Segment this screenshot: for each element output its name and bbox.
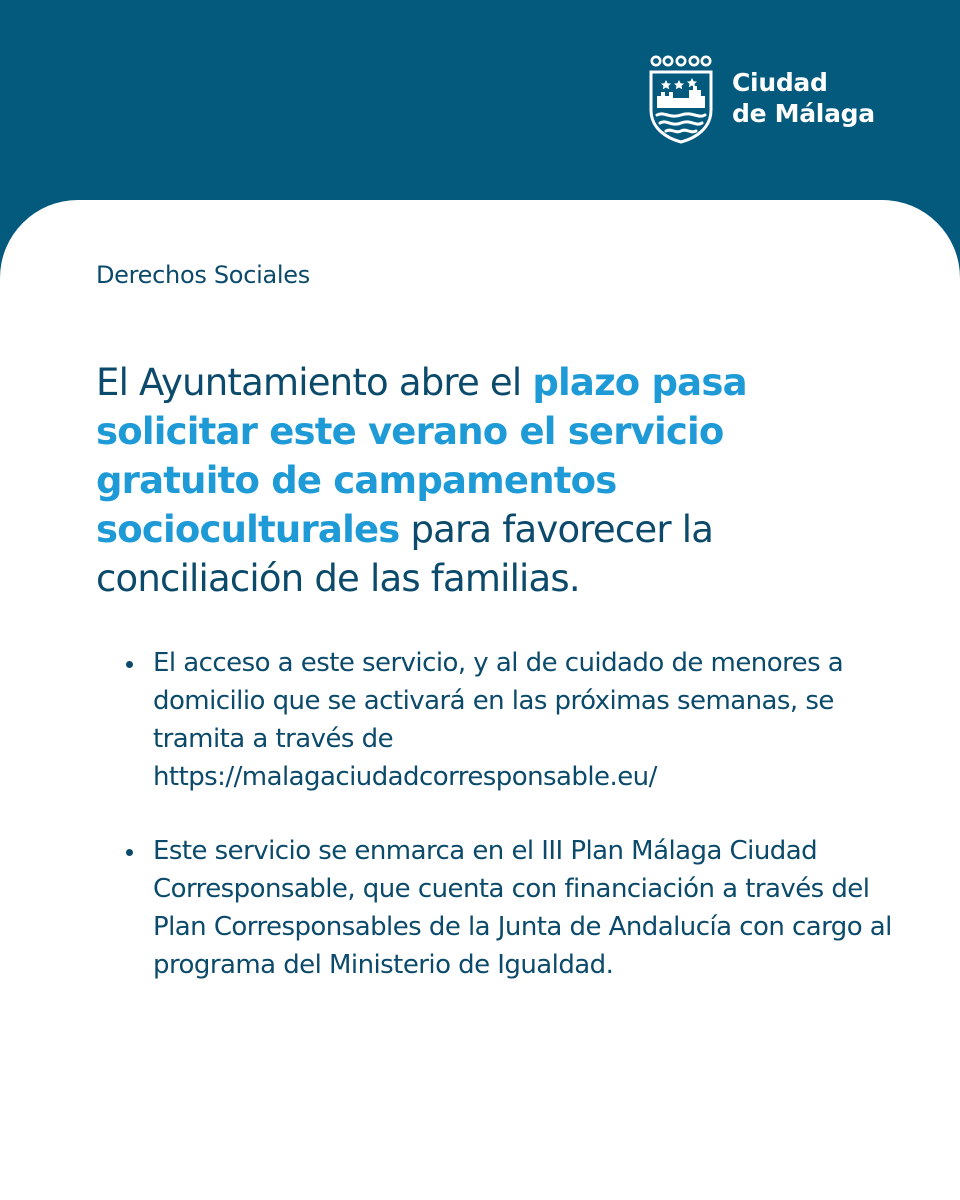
brand-name [732, 67, 875, 129]
brand-name-line1: Ciudad [732, 68, 828, 97]
bullet-text: El acceso a este servicio, y al de cuidado de menores a domicilio que se activará en las próximas semanas, se tramita a través de https://malagaciudadcorresponsable.eu/ [153, 648, 844, 792]
content-card [0, 200, 960, 1200]
headline-highlight: plazo pasa solicitar este verano el servicio gratuito de campamentos socioculturales [96, 361, 747, 551]
bullet-dot-icon [126, 661, 133, 668]
malaga-shield-icon [648, 52, 714, 144]
brand-name-line2: de Málaga [732, 99, 875, 128]
brand-logo [648, 52, 875, 144]
bullet-text: Este servicio se enmarca en el III Plan Málaga Ciudad Corresponsable, que cuenta con financiación a través del Plan Corresponsables de la Junta de Andalucía con cargo al programa del Ministerio de Igualdad. [153, 836, 892, 980]
headline-lead: El Ayuntamiento abre el [96, 361, 533, 404]
headline [96, 358, 886, 603]
bullet-list [96, 644, 896, 1020]
bullet-dot-icon [126, 849, 133, 856]
headline-tail: para favorecer la conciliación de las familias. [96, 508, 714, 600]
list-item [96, 832, 896, 984]
section-label: Derechos Sociales [96, 261, 310, 289]
header-bar [0, 0, 960, 220]
list-item [96, 644, 896, 796]
